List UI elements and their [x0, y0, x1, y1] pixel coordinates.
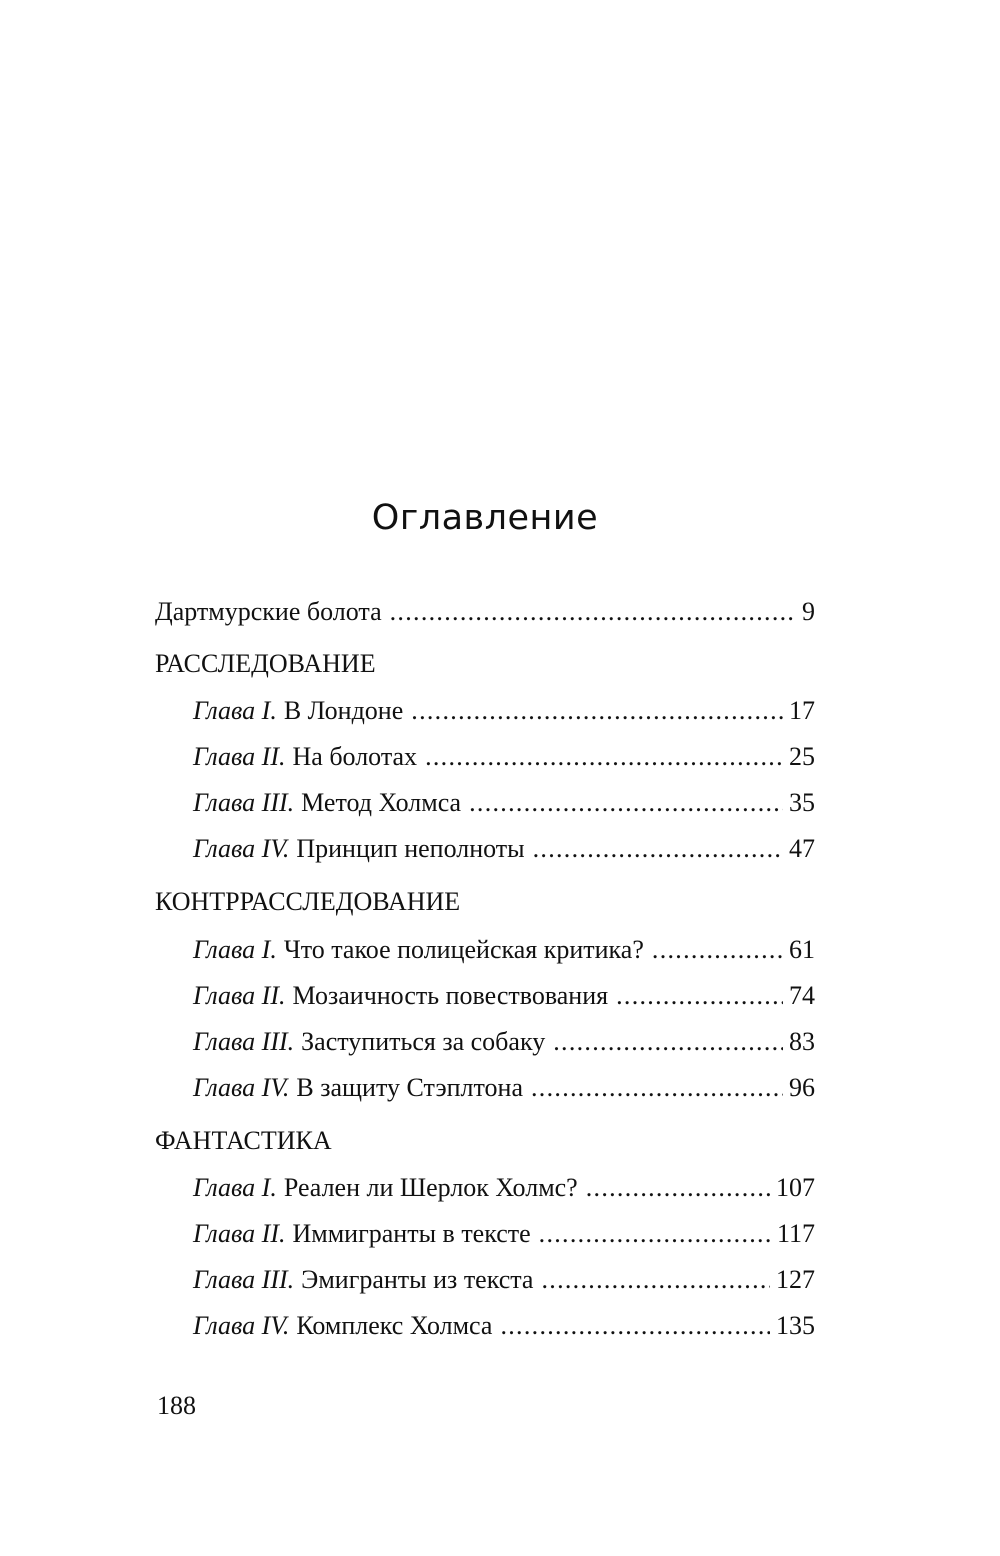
entry-page-number: 9 — [802, 597, 815, 626]
entry-page-number: 135 — [776, 1311, 815, 1340]
dot-leader — [541, 1262, 770, 1298]
entry-page-number: 25 — [789, 742, 815, 771]
dot-leader — [539, 1216, 771, 1252]
toc-entry-s2-ch4[interactable] — [193, 1070, 815, 1106]
entry-title: Комплекс Холмса — [296, 1311, 493, 1340]
toc-entry-s3-ch2[interactable] — [193, 1216, 815, 1252]
entry-page-number: 83 — [789, 1027, 815, 1056]
entry-title: Дартмурские болота — [155, 597, 382, 626]
dot-leader — [586, 1170, 770, 1206]
dot-leader — [652, 932, 783, 968]
section-heading: КОНТРРАССЛЕДОВАНИЕ — [155, 887, 461, 916]
entry-title: В защиту Стэплтона — [296, 1073, 523, 1102]
dot-leader — [390, 594, 796, 630]
chapter-label: Глава II. — [193, 981, 286, 1010]
entry-title: Иммигранты в тексте — [292, 1219, 531, 1248]
entry-title: На болотах — [292, 742, 418, 771]
toc-entry-s1-ch4[interactable] — [193, 831, 815, 867]
toc-entry-s1-ch1[interactable] — [193, 693, 815, 729]
section-heading-fiction — [155, 1123, 815, 1159]
entry-title: Принцип неполноты — [296, 834, 525, 863]
toc-entry-s2-ch3[interactable] — [193, 1024, 815, 1060]
toc-entry-s1-ch2[interactable] — [193, 739, 815, 775]
dot-leader — [533, 831, 783, 867]
toc-entry-s3-ch3[interactable] — [193, 1262, 815, 1298]
chapter-label: Глава III. — [193, 1265, 295, 1294]
toc-entry-s2-ch2[interactable] — [193, 978, 815, 1014]
section-heading-investigation — [155, 646, 815, 682]
chapter-label: Глава III. — [193, 788, 295, 817]
entry-title: Метод Холмса — [301, 788, 462, 817]
toc-entry-s2-ch1[interactable] — [193, 932, 815, 968]
page-title: Оглавление — [371, 498, 599, 538]
section-heading-counter-investigation — [155, 884, 815, 920]
entry-page-number: 74 — [789, 981, 815, 1010]
chapter-label: Глава IV. — [193, 834, 290, 863]
chapter-label: Глава I. — [193, 935, 277, 964]
entry-title: В Лондоне — [283, 696, 404, 725]
toc-entry-intro[interactable] — [155, 594, 815, 630]
entry-title: Что такое полицейская критика? — [283, 935, 644, 964]
chapter-label: Глава II. — [193, 1219, 286, 1248]
section-heading: ФАНТАСТИКА — [155, 1126, 332, 1155]
chapter-label: Глава I. — [193, 1173, 277, 1202]
entry-page-number: 61 — [789, 935, 815, 964]
dot-leader — [411, 693, 783, 729]
dot-leader — [531, 1070, 783, 1106]
chapter-label: Глава III. — [193, 1027, 295, 1056]
entry-title: Реален ли Шерлок Холмс? — [283, 1173, 578, 1202]
chapter-label: Глава II. — [193, 742, 286, 771]
dot-leader — [616, 978, 783, 1014]
entry-page-number: 35 — [789, 788, 815, 817]
dot-leader — [469, 785, 783, 821]
section-heading: РАССЛЕДОВАНИЕ — [155, 649, 376, 678]
chapter-label: Глава I. — [193, 696, 277, 725]
entry-page-number: 96 — [789, 1073, 815, 1102]
dot-leader — [553, 1024, 783, 1060]
entry-title: Эмигранты из текста — [301, 1265, 534, 1294]
page-number-footer: 188 — [157, 1391, 196, 1420]
entry-page-number: 127 — [776, 1265, 815, 1294]
entry-page-number: 117 — [776, 1219, 815, 1248]
entry-page-number: 107 — [776, 1173, 815, 1202]
toc-entry-s1-ch3[interactable] — [193, 785, 815, 821]
toc-entry-s3-ch4[interactable] — [193, 1308, 815, 1344]
entry-title: Заступиться за собаку — [301, 1027, 546, 1056]
dot-leader — [425, 739, 783, 775]
entry-page-number: 17 — [789, 696, 815, 725]
dot-leader — [500, 1308, 770, 1344]
toc-entry-s3-ch1[interactable] — [193, 1170, 815, 1206]
entry-page-number: 47 — [789, 834, 815, 863]
entry-title: Мозаичность повествования — [292, 981, 609, 1010]
chapter-label: Глава IV. — [193, 1311, 290, 1340]
chapter-label: Глава IV. — [193, 1073, 290, 1102]
